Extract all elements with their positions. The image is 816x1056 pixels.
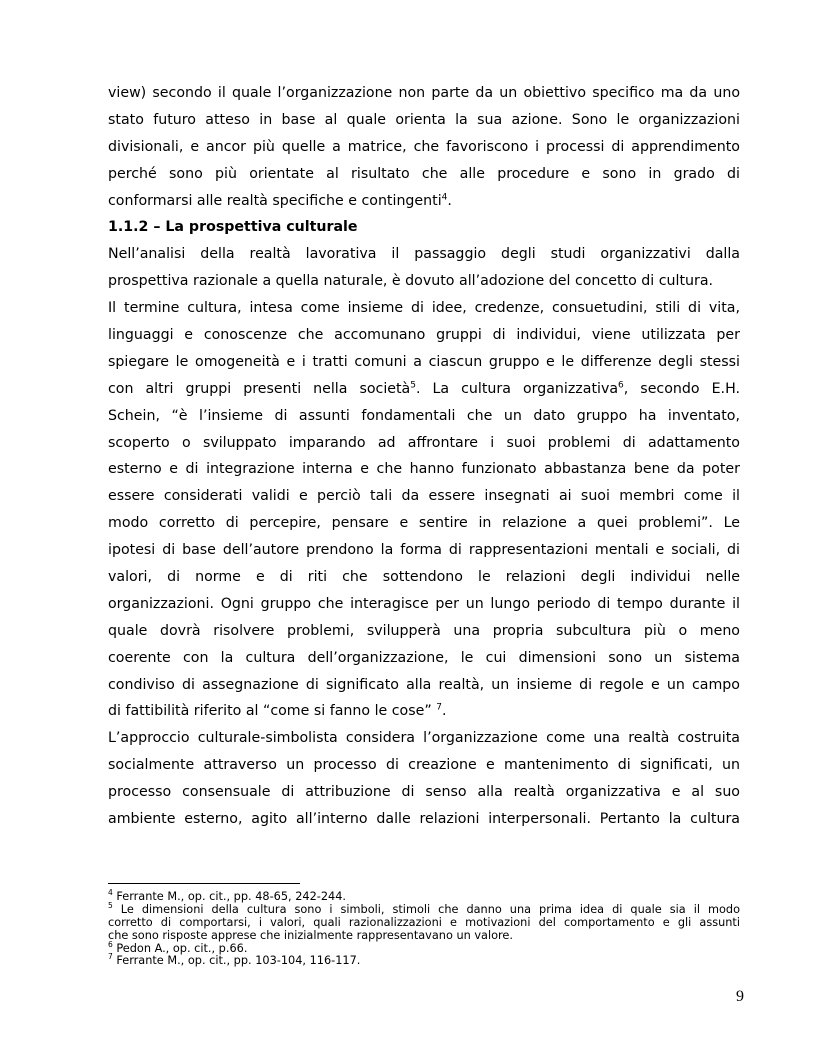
body-text-span: conformarsi alle realtà specifiche e contingenti xyxy=(108,192,442,209)
body-line: Il termine cultura, intesa come insieme di idee, credenze, consuetudini, stili di vita, xyxy=(108,300,740,317)
body-line: Nell’analisi della realtà lavorativa il passaggio degli studi organizzativi dalla xyxy=(108,246,740,263)
body-line: divisionali, e ancor più quelle a matrice, che favoriscono i processi di apprendimento xyxy=(108,138,740,155)
body-line: processo consensuale di attribuzione di senso alla realtà organizzativa e al suo xyxy=(108,784,740,801)
body-text xyxy=(108,80,740,833)
footnote-number: 5 xyxy=(108,901,113,911)
body-line: stato futuro atteso in base al quale orienta la sua azione. Sono le organizzazioni xyxy=(108,111,740,128)
footnote-ref[interactable]: 5 xyxy=(410,380,416,391)
body-line: organizzazioni. Ogni gruppo che interagisce per un lungo periodo di tempo durante il xyxy=(108,595,740,612)
body-line: spiegare le omogeneità e i tratti comuni a ciascun gruppo e le differenze degli stessi xyxy=(108,353,740,370)
footnote-ref[interactable]: 6 xyxy=(618,380,624,391)
body-line: linguaggi e conoscenze che accomunano gruppi di individui, viene utilizzata per xyxy=(108,327,740,344)
body-text-span: . xyxy=(447,192,452,209)
footnote-separator xyxy=(108,883,300,884)
footnotes xyxy=(108,888,740,968)
body-line: valori, di norme e di riti che sottendono le relazioni degli individui nelle xyxy=(108,569,740,586)
body-text-span: . xyxy=(441,703,447,720)
body-line: quale dovrà risolvere problemi, svilupperà una propria subcultura più o meno xyxy=(108,622,740,639)
footnote-number: 6 xyxy=(108,939,113,949)
body-line: ipotesi di base dell’autore prendono la forma di rappresentazioni mentali e sociali, di xyxy=(108,542,740,559)
body-line xyxy=(108,698,740,725)
body-line: ambiente esterno, agito all’interno dalle relazioni interpersonali. Pertanto la cultura xyxy=(108,811,740,828)
footnote-5 xyxy=(108,901,740,917)
body-text-span: con altri gruppi presenti nella società xyxy=(108,380,411,397)
footnote-text: Ferrante M., op. cit., pp. 48-65, 242-244. xyxy=(112,890,347,903)
body-line xyxy=(108,188,740,215)
body-text-span: , secondo E.H. xyxy=(623,380,740,397)
section-heading: 1.1.2 – La prospettiva culturale xyxy=(108,219,358,236)
body-line: condiviso di assegnazione di significato alla realtà, un insieme di regole e un campo xyxy=(108,676,740,693)
footnote-text: Ferrante M., op. cit., pp. 103-104, 116-117. xyxy=(112,954,361,968)
footnote-text: Pedon A., op. cit., p.66. xyxy=(112,941,248,955)
footnote-5-line: corretto di comportarsi, i valori, quali razionalizzazioni e motivazioni del comportamento e gli assunti xyxy=(108,915,740,929)
footnote-ref[interactable]: 7 xyxy=(436,702,442,713)
body-line: esterno e di integrazione interna e che hanno funzionato abbastanza bene da poter xyxy=(108,461,740,478)
body-line: socialmente attraverso un processo di creazione e mantenimento di significati, un xyxy=(108,757,740,774)
body-line: coerente con la cultura dell’organizzazione, le cui dimensioni sono un sistema xyxy=(108,649,740,666)
body-line: view) secondo il quale l’organizzazione non parte da un obiettivo specifico ma da uno xyxy=(108,85,740,101)
footnote-5-line: che sono risposte apprese che inizialmente rappresentavano un valore. xyxy=(108,928,513,942)
body-text-span: . La cultura organizzativa xyxy=(416,380,619,397)
body-line: Schein, “è l’insieme di assunti fondamentali che un dato gruppo ha inventato, xyxy=(108,407,740,424)
body-line: perché sono più orientate al risultato che alle procedure e sono in grado di xyxy=(108,165,740,182)
body-line xyxy=(108,376,740,403)
body-line: modo corretto di percepire, pensare e sentire in relazione a quei problemi”. Le xyxy=(108,515,740,532)
footnote-text: Le dimensioni della cultura sono i simboli, stimoli che danno una prima idea di quale sia il modo xyxy=(112,902,740,916)
footnote-ref[interactable]: 4 xyxy=(441,191,448,202)
body-line: essere considerati validi e perciò tali da essere insegnati ai suoi membri come il xyxy=(108,488,740,505)
body-line: L’approccio culturale-simbolista considera l’organizzazione come una realtà costruita xyxy=(108,730,740,747)
footnote-7 xyxy=(108,952,740,968)
footnote-number: 4 xyxy=(108,888,113,898)
body-line: scoperto o sviluppato imparando ad affrontare i suoi problemi di adattamento xyxy=(108,434,740,451)
body-text-span: di fattibilità riferito al “come si fanno le cose” xyxy=(108,703,437,720)
page-number: 9 xyxy=(736,988,744,1005)
body-line: prospettiva razionale a quella naturale, è dovuto all’adozione del concetto di cultura. xyxy=(108,273,714,290)
footnote-number: 7 xyxy=(108,952,113,962)
